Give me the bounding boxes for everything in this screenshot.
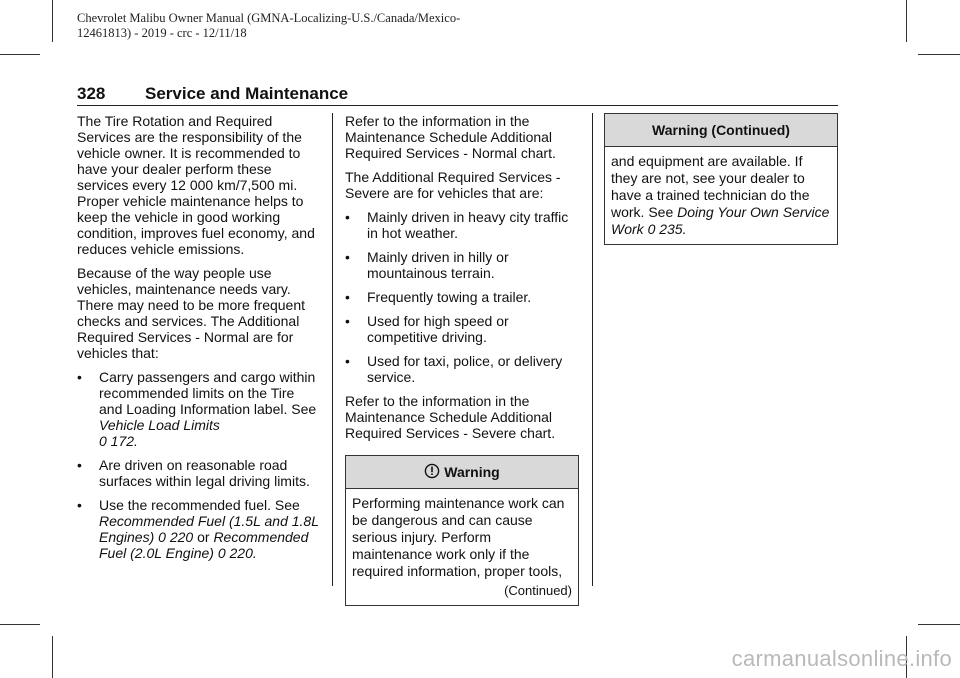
bullet-icon: •: [345, 289, 350, 305]
crop-mark: [906, 0, 907, 42]
paragraph: Because of the way people use vehicles, maintenance needs vary. There may need to be more frequent checks and services. The Additional Required Services - Normal are for vehicles that:: [77, 265, 306, 361]
column-divider: [592, 113, 593, 586]
list-item: [345, 249, 579, 281]
warning-box: [345, 455, 579, 606]
crop-mark: [52, 636, 53, 678]
list-item: [345, 209, 579, 241]
paragraph: The Tire Rotation and Required Services are the responsibility of the vehicle owner. It is recommended to have your dealer perform these services every 12 000 km/7,500 mi. Proper vehicle maintenance helps to keep the vehicle in good working condition, improves fuel economy, and reduces vehicle emissions.: [77, 113, 315, 257]
crop-mark: [0, 624, 40, 625]
page-reference: 0 235.: [647, 221, 687, 237]
list-item: [77, 457, 320, 489]
bullet-icon: •: [345, 353, 350, 369]
bullet-icon: •: [77, 457, 82, 473]
bullet-icon: •: [345, 209, 350, 225]
list-item: [345, 289, 579, 305]
list-item: [345, 353, 579, 385]
page-heading: [77, 84, 838, 106]
list-item-text: Used for taxi, police, or delivery service.: [367, 353, 563, 385]
bullet-icon: •: [77, 369, 82, 385]
list-item: [77, 369, 320, 449]
doc-header-line1: Chevrolet Malibu Owner Manual (GMNA-Localizing-U.S./Canada/Mexico-: [77, 11, 461, 25]
bullet-icon: •: [345, 313, 350, 329]
cross-reference-link[interactable]: Recommended Fuel (1.5L and 1.8L Engines): [99, 513, 319, 545]
crop-mark: [918, 54, 960, 55]
list-item-text: Carry passengers and cargo within recommended limits on the Tire and Loading Information label. See: [99, 369, 317, 417]
paragraph: The Additional Required Services - Severe are for vehicles that are:: [345, 169, 561, 201]
warning-title: Warning: [444, 464, 500, 480]
list-item: [345, 313, 579, 345]
list-item-text: Are driven on reasonable road surfaces within legal driving limits.: [99, 457, 310, 489]
paragraph: Refer to the information in the Maintenance Schedule Additional Required Services - Severe chart.: [345, 393, 556, 441]
watermark-footer: carmanualsonline.info: [731, 646, 952, 671]
warning-icon: [424, 463, 440, 479]
list-item-text: Used for high speed or competitive driving.: [367, 313, 509, 345]
cross-reference-link[interactable]: Vehicle Load Limits: [99, 417, 220, 433]
cross-reference-link[interactable]: Recommended Fuel (2.0L Engine): [99, 529, 309, 561]
cross-reference-link[interactable]: Doing Your Own Service Work: [611, 204, 830, 237]
list-item-text: Mainly driven in hilly or mountainous terrain.: [367, 249, 509, 281]
list-item-text: Mainly driven in heavy city traffic in hot weather.: [367, 209, 569, 241]
column-3: [604, 113, 838, 245]
bullet-icon: •: [345, 249, 350, 265]
crop-mark: [52, 0, 53, 42]
warning-continued-header: Warning (Continued): [605, 114, 837, 147]
doc-header-line2: 12461813) - 2019 - crc - 12/11/18: [77, 26, 247, 40]
crop-mark: [0, 54, 40, 55]
warning-continued-box: [604, 113, 838, 245]
column-1: [77, 113, 320, 569]
continued-label: (Continued): [504, 583, 572, 598]
page-reference: 0 220: [158, 529, 194, 545]
warning-header: [346, 456, 578, 489]
list-item-text: Frequently towing a trailer.: [367, 289, 532, 305]
list-item: [77, 497, 320, 561]
crop-mark: [918, 624, 960, 625]
warning-text: Performing maintenance work can be dangerous and can cause serious injury. Perform maintenance work only if the required information, proper tools,: [352, 495, 565, 579]
conjunction: or: [197, 529, 210, 545]
warning-text: and equipment are available. If they are not, see your dealer to have a trained technician do the work. See: [611, 153, 810, 220]
page-reference: 0 172.: [99, 433, 138, 449]
list-item-text: Use the recommended fuel. See: [99, 497, 300, 513]
paragraph: Refer to the information in the Maintenance Schedule Additional Required Services - Normal chart.: [345, 113, 556, 161]
doc-header: [77, 11, 597, 41]
page-reference: 0 220.: [217, 545, 257, 561]
bullet-icon: •: [77, 497, 82, 513]
column-divider: [332, 113, 333, 586]
page-number: 328: [77, 84, 106, 103]
page-title: Service and Maintenance: [145, 84, 349, 103]
column-2: [345, 113, 579, 606]
